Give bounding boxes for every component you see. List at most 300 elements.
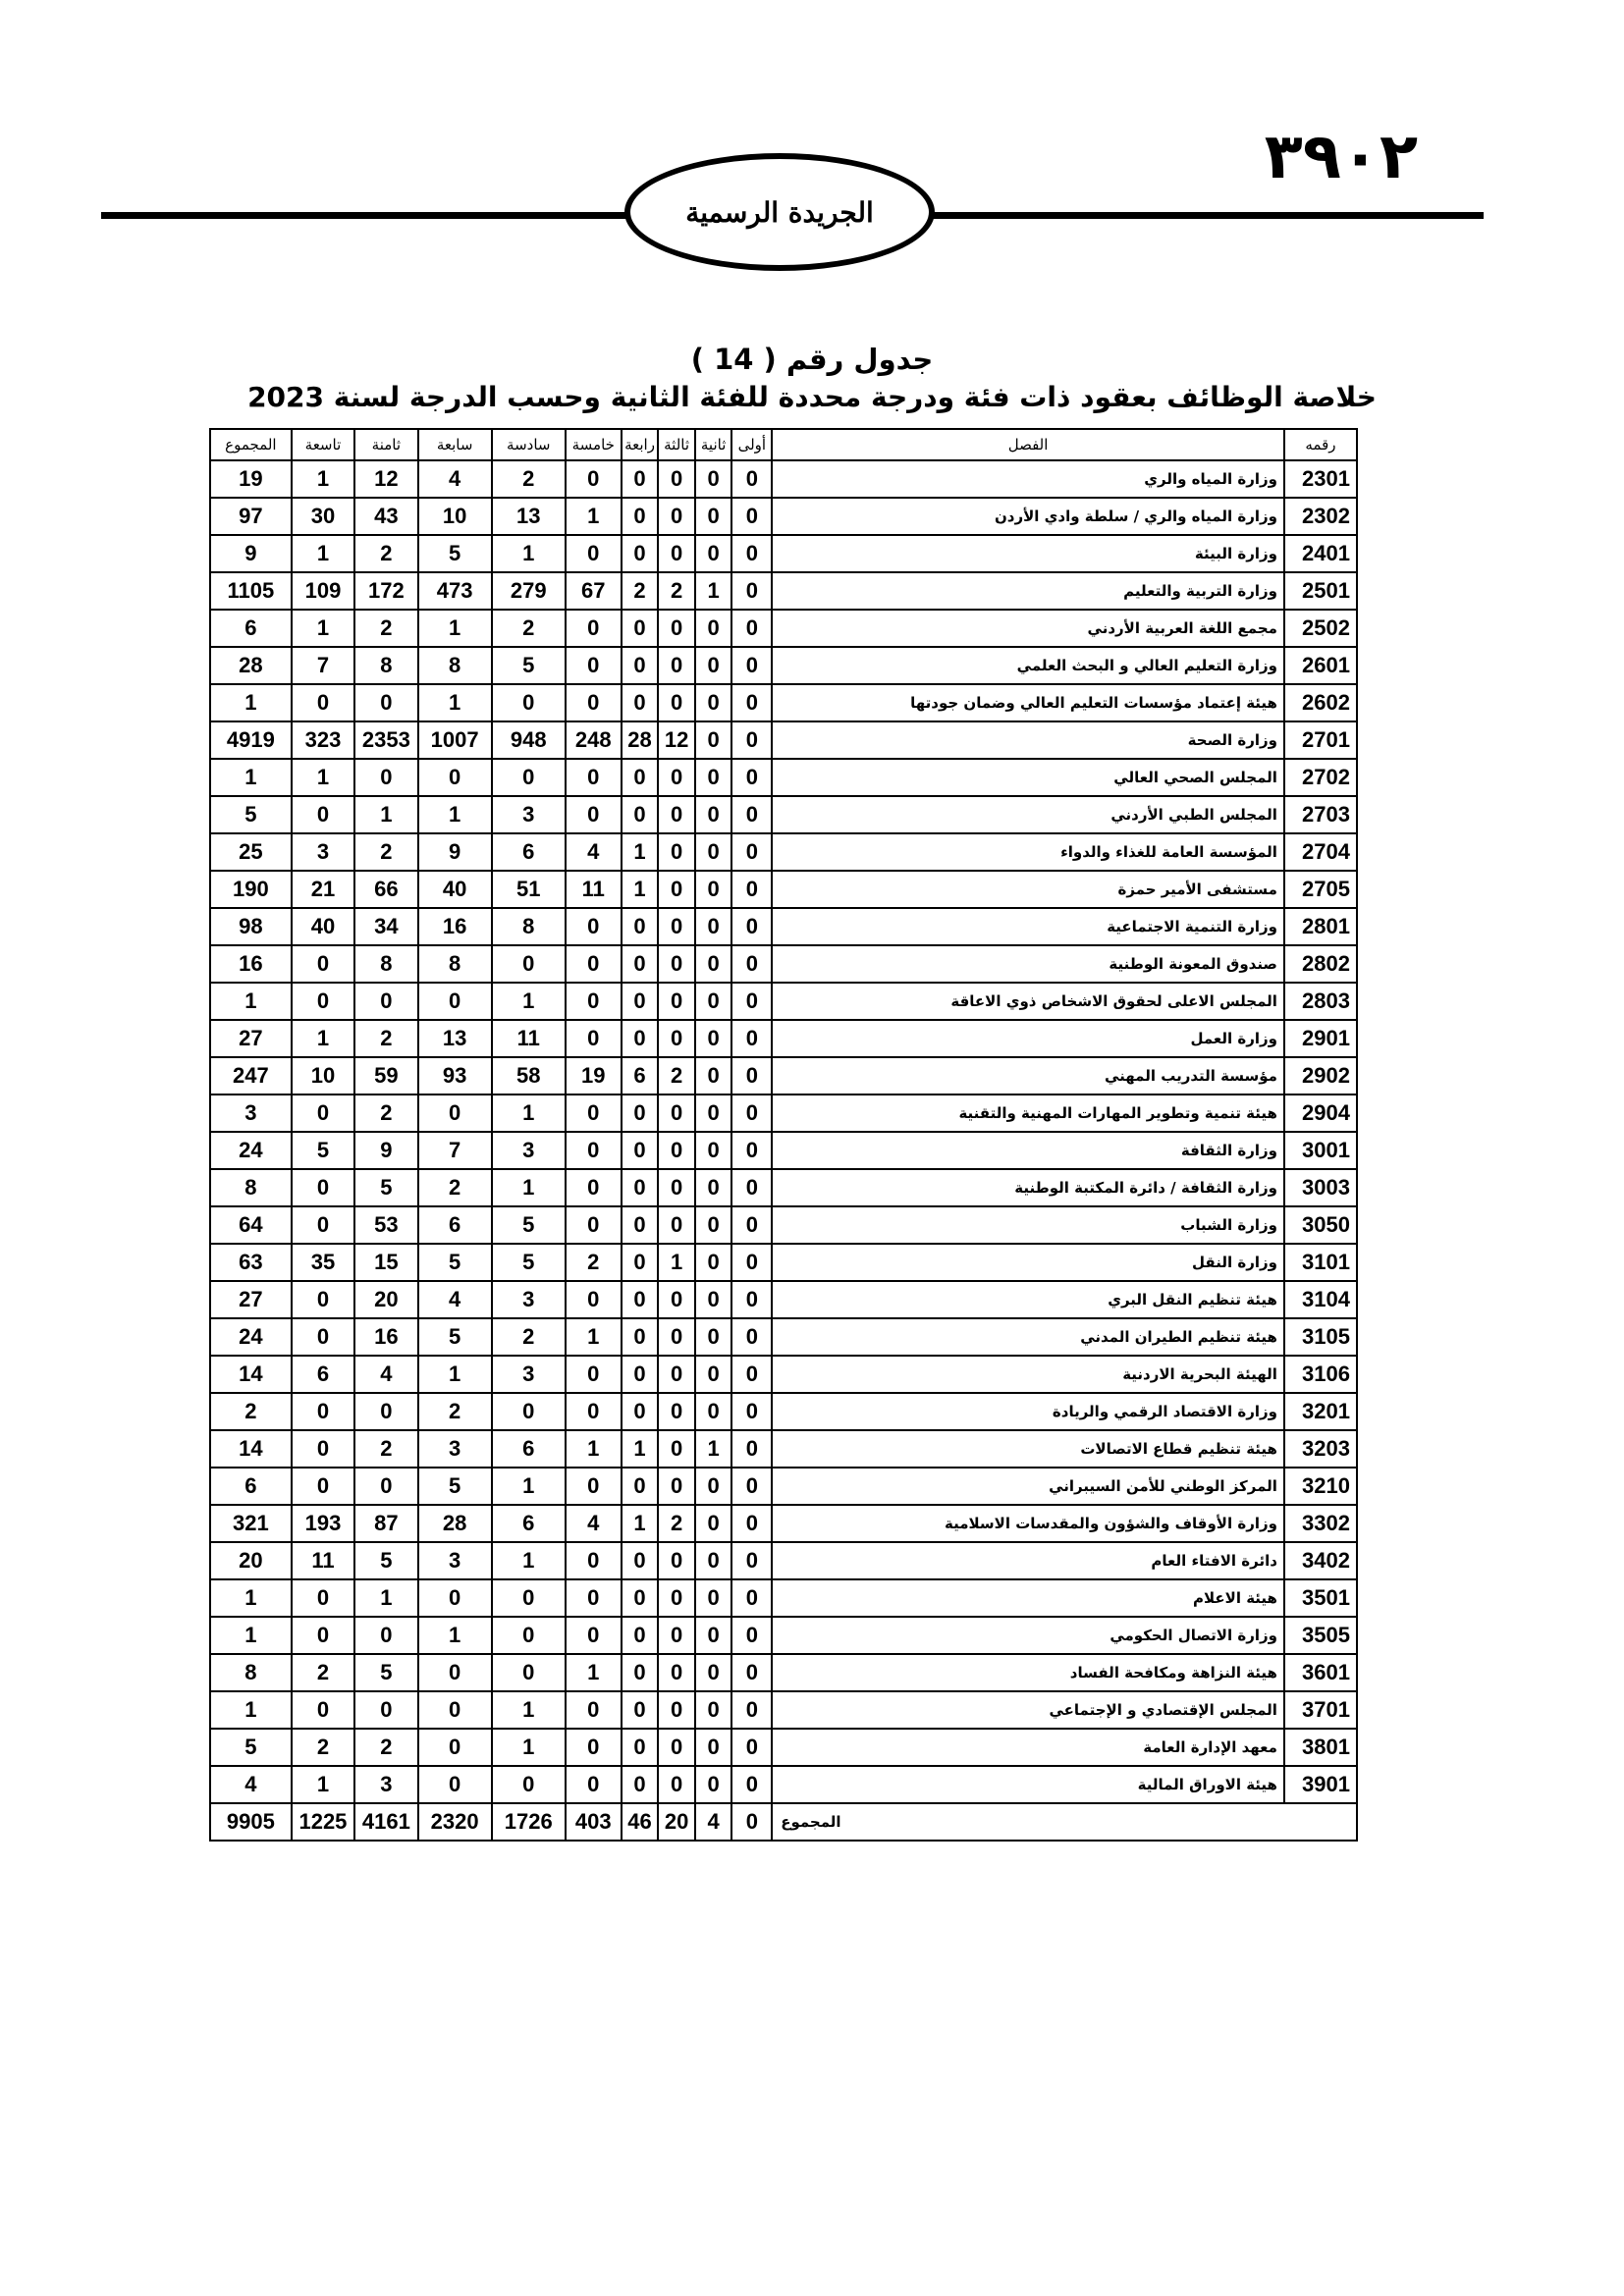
cell-sixth: 5	[492, 647, 566, 684]
summary-table-container	[209, 428, 1358, 1842]
cell-fourth: 0	[622, 1766, 659, 1803]
cell-ninth: 0	[292, 1468, 354, 1505]
table-row	[210, 1766, 1357, 1803]
cell-fifth: 0	[566, 1691, 622, 1729]
cell-eighth: 87	[354, 1505, 417, 1542]
row-code: 3104	[1284, 1281, 1357, 1318]
cell-second: 0	[695, 1281, 732, 1318]
table-row	[210, 1505, 1357, 1542]
cell-fifth: 0	[566, 908, 622, 945]
cell-second: 0	[695, 535, 732, 572]
row-code: 3801	[1284, 1729, 1357, 1766]
cell-sixth: 1	[492, 1542, 566, 1579]
cell-ninth: 193	[292, 1505, 354, 1542]
cell-fifth: 248	[566, 721, 622, 759]
cell-seventh: 2	[418, 1393, 492, 1430]
cell-first: 0	[731, 1318, 772, 1356]
row-code: 2401	[1284, 535, 1357, 572]
row-chapter-name: وزارة النقل	[772, 1244, 1284, 1281]
cell-fourth: 0	[622, 1617, 659, 1654]
cell-ninth: 2	[292, 1729, 354, 1766]
cell-fifth: 19	[566, 1057, 622, 1095]
cell-fourth: 0	[622, 684, 659, 721]
cell-seventh: 10	[418, 498, 492, 535]
cell-fourth: 0	[622, 1020, 659, 1057]
cell-second: 1	[695, 572, 732, 610]
total-ninth: 1225	[292, 1803, 354, 1841]
total-fifth: 403	[566, 1803, 622, 1841]
cell-fifth: 0	[566, 796, 622, 833]
cell-second: 0	[695, 1169, 732, 1206]
cell-eighth: 2	[354, 1729, 417, 1766]
cell-second: 0	[695, 1654, 732, 1691]
col-header-eighth: ثامنة	[354, 429, 417, 460]
row-chapter-name: وزارة التعليم العالي و البحث العلمي	[772, 647, 1284, 684]
cell-total: 1	[210, 1691, 292, 1729]
cell-total: 321	[210, 1505, 292, 1542]
cell-seventh: 8	[418, 647, 492, 684]
cell-fourth: 0	[622, 945, 659, 983]
cell-seventh: 0	[418, 983, 492, 1020]
cell-sixth: 3	[492, 796, 566, 833]
cell-sixth: 1	[492, 1468, 566, 1505]
table-row	[210, 498, 1357, 535]
cell-second: 0	[695, 1542, 732, 1579]
cell-second: 0	[695, 1057, 732, 1095]
cell-ninth: 109	[292, 572, 354, 610]
row-chapter-name: وزارة التنمية الاجتماعية	[772, 908, 1284, 945]
cell-third: 0	[658, 684, 695, 721]
cell-total: 8	[210, 1169, 292, 1206]
cell-ninth: 0	[292, 1393, 354, 1430]
row-chapter-name: وزارة الشباب	[772, 1206, 1284, 1244]
cell-seventh: 5	[418, 535, 492, 572]
table-row	[210, 1356, 1357, 1393]
cell-eighth: 2	[354, 535, 417, 572]
cell-second: 1	[695, 1430, 732, 1468]
cell-ninth: 0	[292, 1206, 354, 1244]
cell-total: 14	[210, 1430, 292, 1468]
cell-sixth: 3	[492, 1132, 566, 1169]
cell-total: 247	[210, 1057, 292, 1095]
row-chapter-name: صندوق المعونة الوطنية	[772, 945, 1284, 983]
cell-second: 0	[695, 1356, 732, 1393]
cell-fourth: 28	[622, 721, 659, 759]
cell-eighth: 2353	[354, 721, 417, 759]
table-row	[210, 833, 1357, 871]
cell-first: 0	[731, 1281, 772, 1318]
cell-seventh: 0	[418, 759, 492, 796]
row-chapter-name: وزارة المياه والري / سلطة وادي الأردن	[772, 498, 1284, 535]
cell-seventh: 9	[418, 833, 492, 871]
cell-eighth: 53	[354, 1206, 417, 1244]
cell-total: 64	[210, 1206, 292, 1244]
cell-seventh: 6	[418, 1206, 492, 1244]
cell-eighth: 12	[354, 460, 417, 498]
cell-third: 0	[658, 535, 695, 572]
cell-ninth: 40	[292, 908, 354, 945]
cell-sixth: 5	[492, 1244, 566, 1281]
row-chapter-name: مجمع اللغة العربية الأردني	[772, 610, 1284, 647]
table-row	[210, 1095, 1357, 1132]
cell-fifth: 1	[566, 1318, 622, 1356]
table-row	[210, 796, 1357, 833]
cell-ninth: 2	[292, 1654, 354, 1691]
cell-ninth: 0	[292, 1691, 354, 1729]
row-code: 3001	[1284, 1132, 1357, 1169]
cell-eighth: 15	[354, 1244, 417, 1281]
cell-eighth: 59	[354, 1057, 417, 1095]
total-fourth: 46	[622, 1803, 659, 1841]
cell-total: 1	[210, 983, 292, 1020]
cell-fifth: 0	[566, 983, 622, 1020]
cell-first: 0	[731, 1691, 772, 1729]
cell-fifth: 0	[566, 647, 622, 684]
cell-sixth: 948	[492, 721, 566, 759]
col-header-first: أولى	[731, 429, 772, 460]
cell-sixth: 2	[492, 1318, 566, 1356]
cell-first: 0	[731, 1169, 772, 1206]
cell-total: 4919	[210, 721, 292, 759]
cell-eighth: 0	[354, 759, 417, 796]
row-chapter-name: وزارة الصحة	[772, 721, 1284, 759]
cell-sixth: 6	[492, 833, 566, 871]
cell-total: 1	[210, 759, 292, 796]
row-chapter-name: المؤسسة العامة للغذاء والدواء	[772, 833, 1284, 871]
cell-second: 0	[695, 1020, 732, 1057]
table-row	[210, 1468, 1357, 1505]
cell-second: 0	[695, 759, 732, 796]
cell-total: 4	[210, 1766, 292, 1803]
cell-third: 0	[658, 1132, 695, 1169]
cell-fifth: 67	[566, 572, 622, 610]
cell-ninth: 323	[292, 721, 354, 759]
cell-first: 0	[731, 1393, 772, 1430]
cell-eighth: 0	[354, 684, 417, 721]
cell-first: 0	[731, 610, 772, 647]
cell-seventh: 8	[418, 945, 492, 983]
cell-seventh: 28	[418, 1505, 492, 1542]
table-header-row	[210, 429, 1357, 460]
cell-eighth: 2	[354, 610, 417, 647]
cell-total: 6	[210, 1468, 292, 1505]
summary-table	[209, 428, 1358, 1842]
cell-eighth: 66	[354, 871, 417, 908]
row-code: 2901	[1284, 1020, 1357, 1057]
cell-second: 0	[695, 684, 732, 721]
row-code: 3201	[1284, 1393, 1357, 1430]
cell-third: 0	[658, 1430, 695, 1468]
table-row	[210, 1169, 1357, 1206]
cell-second: 0	[695, 1505, 732, 1542]
cell-seventh: 7	[418, 1132, 492, 1169]
cell-first: 0	[731, 945, 772, 983]
cell-fourth: 0	[622, 610, 659, 647]
cell-third: 2	[658, 1057, 695, 1095]
cell-second: 0	[695, 1318, 732, 1356]
row-code: 3302	[1284, 1505, 1357, 1542]
cell-sixth: 51	[492, 871, 566, 908]
total-total: 9905	[210, 1803, 292, 1841]
cell-total: 24	[210, 1318, 292, 1356]
cell-fourth: 0	[622, 1393, 659, 1430]
cell-third: 0	[658, 1617, 695, 1654]
row-code: 2502	[1284, 610, 1357, 647]
cell-second: 0	[695, 945, 732, 983]
cell-eighth: 34	[354, 908, 417, 945]
cell-fourth: 1	[622, 1430, 659, 1468]
cell-total: 27	[210, 1020, 292, 1057]
cell-second: 0	[695, 1132, 732, 1169]
cell-sixth: 279	[492, 572, 566, 610]
cell-total: 9	[210, 535, 292, 572]
cell-fourth: 2	[622, 572, 659, 610]
cell-third: 2	[658, 1505, 695, 1542]
row-code: 2602	[1284, 684, 1357, 721]
cell-fourth: 1	[622, 1505, 659, 1542]
table-row	[210, 983, 1357, 1020]
cell-fifth: 0	[566, 1356, 622, 1393]
cell-total: 8	[210, 1654, 292, 1691]
cell-ninth: 0	[292, 1430, 354, 1468]
row-code: 3106	[1284, 1356, 1357, 1393]
cell-fourth: 0	[622, 1244, 659, 1281]
cell-sixth: 0	[492, 1617, 566, 1654]
cell-third: 12	[658, 721, 695, 759]
cell-total: 1105	[210, 572, 292, 610]
cell-first: 0	[731, 1020, 772, 1057]
cell-third: 0	[658, 945, 695, 983]
cell-first: 0	[731, 908, 772, 945]
cell-first: 0	[731, 1579, 772, 1617]
cell-fourth: 0	[622, 498, 659, 535]
cell-total: 3	[210, 1095, 292, 1132]
cell-sixth: 1	[492, 1691, 566, 1729]
row-code: 2301	[1284, 460, 1357, 498]
col-header-ninth: تاسعة	[292, 429, 354, 460]
cell-ninth: 0	[292, 1579, 354, 1617]
col-header-sixth: سادسة	[492, 429, 566, 460]
cell-sixth: 2	[492, 460, 566, 498]
cell-eighth: 2	[354, 1020, 417, 1057]
cell-eighth: 8	[354, 945, 417, 983]
row-code: 3901	[1284, 1766, 1357, 1803]
cell-third: 0	[658, 1579, 695, 1617]
row-chapter-name: هيئة تنظيم النقل البري	[772, 1281, 1284, 1318]
cell-first: 0	[731, 721, 772, 759]
cell-seventh: 0	[418, 1579, 492, 1617]
cell-first: 0	[731, 1132, 772, 1169]
cell-eighth: 0	[354, 1617, 417, 1654]
row-chapter-name: هيئة تنظيم الطيران المدني	[772, 1318, 1284, 1356]
cell-fifth: 1	[566, 1654, 622, 1691]
table-row	[210, 1729, 1357, 1766]
row-chapter-name: هيئة الاعلام	[772, 1579, 1284, 1617]
cell-sixth: 0	[492, 1654, 566, 1691]
table-title: جدول رقم ( 14 )	[690, 343, 934, 376]
row-chapter-name: دائرة الافتاء العام	[772, 1542, 1284, 1579]
cell-second: 0	[695, 1729, 732, 1766]
cell-sixth: 58	[492, 1057, 566, 1095]
cell-fourth: 0	[622, 1132, 659, 1169]
row-chapter-name: وزارة الثقافة / دائرة المكتبة الوطنية	[772, 1169, 1284, 1206]
table-row	[210, 721, 1357, 759]
cell-third: 0	[658, 759, 695, 796]
cell-fourth: 0	[622, 759, 659, 796]
cell-first: 0	[731, 498, 772, 535]
cell-ninth: 5	[292, 1132, 354, 1169]
row-code: 2501	[1284, 572, 1357, 610]
cell-third: 0	[658, 871, 695, 908]
cell-second: 0	[695, 908, 732, 945]
cell-second: 0	[695, 721, 732, 759]
cell-fourth: 0	[622, 1169, 659, 1206]
cell-fourth: 0	[622, 1468, 659, 1505]
total-row-code-cell	[1284, 1803, 1357, 1841]
cell-eighth: 8	[354, 647, 417, 684]
cell-third: 0	[658, 1020, 695, 1057]
cell-third: 0	[658, 647, 695, 684]
row-code: 2701	[1284, 721, 1357, 759]
cell-total: 19	[210, 460, 292, 498]
cell-ninth: 35	[292, 1244, 354, 1281]
cell-sixth: 3	[492, 1281, 566, 1318]
cell-seventh: 40	[418, 871, 492, 908]
cell-third: 0	[658, 1542, 695, 1579]
cell-first: 0	[731, 684, 772, 721]
row-code: 3003	[1284, 1169, 1357, 1206]
cell-ninth: 1	[292, 535, 354, 572]
table-row	[210, 610, 1357, 647]
cell-total: 1	[210, 1617, 292, 1654]
cell-total: 1	[210, 684, 292, 721]
cell-third: 0	[658, 1468, 695, 1505]
cell-ninth: 3	[292, 833, 354, 871]
cell-eighth: 0	[354, 983, 417, 1020]
cell-third: 0	[658, 833, 695, 871]
cell-seventh: 1007	[418, 721, 492, 759]
cell-second: 0	[695, 1468, 732, 1505]
cell-fifth: 0	[566, 1729, 622, 1766]
row-chapter-name: وزارة الثقافة	[772, 1132, 1284, 1169]
cell-ninth: 1	[292, 460, 354, 498]
cell-ninth: 0	[292, 1095, 354, 1132]
row-chapter-name: وزارة التربية والتعليم	[772, 572, 1284, 610]
cell-ninth: 1	[292, 759, 354, 796]
row-code: 2704	[1284, 833, 1357, 871]
cell-first: 0	[731, 572, 772, 610]
cell-ninth: 0	[292, 684, 354, 721]
cell-seventh: 16	[418, 908, 492, 945]
table-row	[210, 647, 1357, 684]
cell-total: 6	[210, 610, 292, 647]
cell-first: 0	[731, 871, 772, 908]
cell-eighth: 1	[354, 1579, 417, 1617]
cell-third: 0	[658, 1281, 695, 1318]
cell-seventh: 0	[418, 1691, 492, 1729]
cell-fifth: 0	[566, 1468, 622, 1505]
table-row	[210, 684, 1357, 721]
cell-total: 25	[210, 833, 292, 871]
cell-third: 0	[658, 1393, 695, 1430]
cell-eighth: 172	[354, 572, 417, 610]
row-chapter-name: الهيئة البحرية الاردنية	[772, 1356, 1284, 1393]
cell-seventh: 1	[418, 1356, 492, 1393]
table-row	[210, 1430, 1357, 1468]
row-code: 2803	[1284, 983, 1357, 1020]
cell-third: 0	[658, 1095, 695, 1132]
cell-ninth: 1	[292, 610, 354, 647]
cell-fifth: 4	[566, 833, 622, 871]
row-chapter-name: المركز الوطني للأمن السيبراني	[772, 1468, 1284, 1505]
table-subtitle: خلاصة الوظائف بعقود ذات فئة ودرجة محددة للفئة الثانية وحسب الدرجة لسنة 2023	[247, 381, 1377, 413]
cell-sixth: 1	[492, 1095, 566, 1132]
row-code: 3105	[1284, 1318, 1357, 1356]
cell-second: 0	[695, 498, 732, 535]
cell-fifth: 1	[566, 498, 622, 535]
cell-first: 0	[731, 1244, 772, 1281]
cell-second: 0	[695, 796, 732, 833]
cell-fourth: 0	[622, 1579, 659, 1617]
cell-total: 2	[210, 1393, 292, 1430]
row-code: 3601	[1284, 1654, 1357, 1691]
cell-third: 2	[658, 572, 695, 610]
total-second: 4	[695, 1803, 732, 1841]
cell-second: 0	[695, 871, 732, 908]
cell-sixth: 11	[492, 1020, 566, 1057]
cell-seventh: 93	[418, 1057, 492, 1095]
cell-total: 63	[210, 1244, 292, 1281]
cell-fourth: 0	[622, 1356, 659, 1393]
cell-seventh: 4	[418, 1281, 492, 1318]
cell-third: 0	[658, 1729, 695, 1766]
cell-fifth: 0	[566, 1020, 622, 1057]
row-code: 2703	[1284, 796, 1357, 833]
cell-first: 0	[731, 1468, 772, 1505]
total-seventh: 2320	[418, 1803, 492, 1841]
cell-fifth: 0	[566, 1579, 622, 1617]
cell-sixth: 0	[492, 945, 566, 983]
cell-sixth: 0	[492, 1766, 566, 1803]
table-row	[210, 1206, 1357, 1244]
cell-fourth: 0	[622, 983, 659, 1020]
total-sixth: 1726	[492, 1803, 566, 1841]
cell-sixth: 0	[492, 684, 566, 721]
cell-fourth: 1	[622, 871, 659, 908]
col-header-fourth: رابعة	[622, 429, 659, 460]
cell-seventh: 0	[418, 1654, 492, 1691]
cell-eighth: 0	[354, 1393, 417, 1430]
cell-second: 0	[695, 647, 732, 684]
col-header-third: ثالثة	[658, 429, 695, 460]
page-number: ٣٩٠٢	[1264, 121, 1418, 193]
cell-first: 0	[731, 1505, 772, 1542]
cell-fifth: 0	[566, 610, 622, 647]
cell-total: 16	[210, 945, 292, 983]
cell-first: 0	[731, 796, 772, 833]
row-code: 3101	[1284, 1244, 1357, 1281]
cell-second: 0	[695, 1579, 732, 1617]
gazette-header-oval	[624, 153, 935, 271]
cell-second: 0	[695, 983, 732, 1020]
table-row	[210, 759, 1357, 796]
col-header-total: المجموع	[210, 429, 292, 460]
cell-second: 0	[695, 1691, 732, 1729]
cell-sixth: 5	[492, 1206, 566, 1244]
table-row	[210, 1579, 1357, 1617]
cell-total: 14	[210, 1356, 292, 1393]
cell-seventh: 1	[418, 796, 492, 833]
